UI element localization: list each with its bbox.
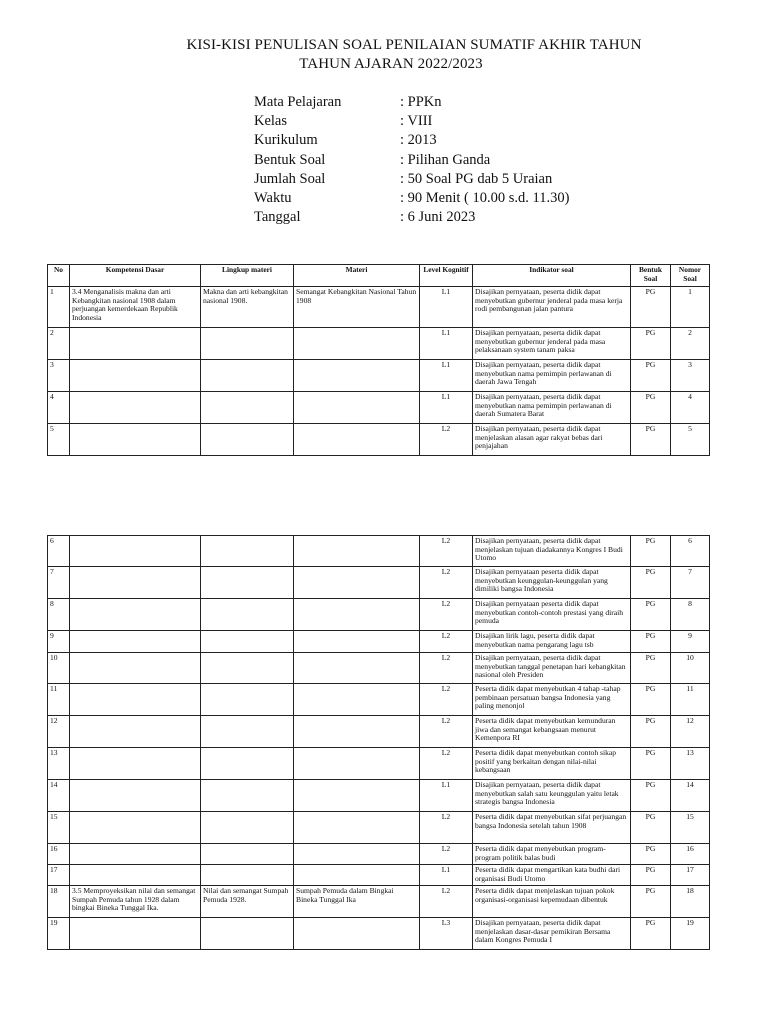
cell-lingkup-materi bbox=[201, 536, 294, 567]
cell-bentuk-soal: PG bbox=[631, 812, 671, 844]
cell-indikator-soal: Disajikan pernyataan, peserta didik dapat menyebutkan gubernur jenderal pada masa pelaksanaan system tanam paksa bbox=[473, 328, 631, 360]
cell-indikator-soal: Disajikan pernyataan, peserta didik dapat menjelaskan tujuan diadakannya Kongres I Budi Utomo bbox=[473, 536, 631, 567]
cell-nomor-soal: 6 bbox=[671, 536, 710, 567]
table-row bbox=[48, 844, 710, 865]
meta-row-bentuk-soal bbox=[254, 151, 569, 170]
cell-no: 5 bbox=[48, 424, 70, 456]
cell-nomor-soal: 17 bbox=[671, 865, 710, 886]
cell-kompetensi-dasar: 3.5 Memproyeksikan nilai dan semangat Sumpah Pemuda tahun 1928 dalam bingkai Bineka Tunggal Ika. bbox=[70, 886, 201, 918]
cell-materi: Sumpah Pemuda dalam Bingkai Bineka Tunggal Ika bbox=[294, 886, 420, 918]
cell-level-kognitif: L2 bbox=[420, 653, 473, 684]
meta-label: Kelas bbox=[254, 113, 288, 130]
cell-indikator-soal: Peserta didik dapat menyebutkan contoh sikap positif yang berkaitan dengan nilai-nilai kebangsaan bbox=[473, 748, 631, 780]
cell-no: 12 bbox=[48, 716, 70, 748]
cell-materi bbox=[294, 844, 420, 865]
meta-row-tanggal bbox=[254, 208, 569, 227]
cell-lingkup-materi bbox=[201, 716, 294, 748]
cell-level-kognitif: L2 bbox=[420, 716, 473, 748]
table-row bbox=[48, 886, 710, 918]
table-body-page-2 bbox=[48, 536, 710, 950]
cell-lingkup-materi bbox=[201, 918, 294, 950]
cell-no: 6 bbox=[48, 536, 70, 567]
cell-indikator-soal: Disajikan pernyataan, peserta didik dapat menyebutkan salah satu keunggulan yaitu letak strategis bangsa Indonesia bbox=[473, 780, 631, 812]
table-row bbox=[48, 424, 710, 456]
cell-indikator-soal: Disajikan pernyataan, peserta didik dapat menyebutkan nama pemimpin perlawanan di daerah Sumatera Barat bbox=[473, 392, 631, 424]
cell-no: 7 bbox=[48, 567, 70, 599]
table-row bbox=[48, 360, 710, 392]
cell-level-kognitif: L2 bbox=[420, 424, 473, 456]
cell-kompetensi-dasar bbox=[70, 360, 201, 392]
cell-nomor-soal: 5 bbox=[671, 424, 710, 456]
cell-lingkup-materi bbox=[201, 865, 294, 886]
meta-label: Bentuk Soal bbox=[254, 151, 326, 168]
table-body-page-1 bbox=[48, 287, 710, 456]
title-line-2: TAHUN AJARAN 2022/2023 bbox=[299, 56, 483, 72]
cell-bentuk-soal: PG bbox=[631, 748, 671, 780]
kisi-kisi-table-page-1 bbox=[47, 264, 710, 456]
table-row bbox=[48, 748, 710, 780]
cell-level-kognitif: L1 bbox=[420, 328, 473, 360]
cell-bentuk-soal: PG bbox=[631, 918, 671, 950]
cell-no: 3 bbox=[48, 360, 70, 392]
cell-nomor-soal: 18 bbox=[671, 886, 710, 918]
table-row bbox=[48, 631, 710, 653]
cell-bentuk-soal: PG bbox=[631, 287, 671, 328]
table-row bbox=[48, 780, 710, 812]
cell-materi bbox=[294, 716, 420, 748]
cell-bentuk-soal: PG bbox=[631, 886, 671, 918]
cell-bentuk-soal: PG bbox=[631, 567, 671, 599]
table-header-row bbox=[48, 265, 710, 287]
column-header-kompetensi-dasar: Kompetensi Dasar bbox=[70, 265, 201, 287]
cell-lingkup-materi bbox=[201, 328, 294, 360]
cell-indikator-soal: Disajikan lirik lagu, peserta didik dapat menyebutkan nama pengarang lagu tsb bbox=[473, 631, 631, 653]
cell-level-kognitif: L1 bbox=[420, 287, 473, 328]
cell-no: 17 bbox=[48, 865, 70, 886]
cell-lingkup-materi bbox=[201, 684, 294, 716]
meta-row-mata-pelajaran bbox=[254, 93, 569, 112]
cell-nomor-soal: 15 bbox=[671, 812, 710, 844]
meta-row-kurikulum bbox=[254, 131, 569, 150]
cell-no: 19 bbox=[48, 918, 70, 950]
cell-materi bbox=[294, 653, 420, 684]
cell-kompetensi-dasar bbox=[70, 716, 201, 748]
title-line-1: KISI-KISI PENULISAN SOAL PENILAIAN SUMATIF AKHIR TAHUN bbox=[186, 37, 642, 53]
cell-no: 18 bbox=[48, 886, 70, 918]
table-row bbox=[48, 328, 710, 360]
cell-no: 4 bbox=[48, 392, 70, 424]
meta-row-kelas bbox=[254, 112, 569, 131]
cell-bentuk-soal: PG bbox=[631, 684, 671, 716]
cell-no: 13 bbox=[48, 748, 70, 780]
cell-materi bbox=[294, 599, 420, 631]
cell-indikator-soal: Disajikan pernyataan, peserta didik dapat menjelaskan alasan agar rakyat bebas dari penjajahan bbox=[473, 424, 631, 456]
table-row bbox=[48, 684, 710, 716]
cell-lingkup-materi bbox=[201, 424, 294, 456]
cell-kompetensi-dasar bbox=[70, 844, 201, 865]
cell-kompetensi-dasar: 3.4 Menganalisis makna dan arti Kebangkitan nasional 1908 dalam perjuangan kemerdekaan Republik Indonesia bbox=[70, 287, 201, 328]
meta-value: : 50 Soal PG dab 5 Uraian bbox=[400, 170, 553, 187]
meta-value: : 90 Menit ( 10.00 s.d. 11.30) bbox=[400, 189, 570, 206]
cell-bentuk-soal: PG bbox=[631, 360, 671, 392]
table-row bbox=[48, 392, 710, 424]
cell-materi bbox=[294, 328, 420, 360]
cell-level-kognitif: L3 bbox=[420, 918, 473, 950]
cell-indikator-soal: Peserta didik dapat mengartikan kata budhi dari organisasi Budi Utomo bbox=[473, 865, 631, 886]
cell-kompetensi-dasar bbox=[70, 424, 201, 456]
cell-no: 10 bbox=[48, 653, 70, 684]
cell-kompetensi-dasar bbox=[70, 865, 201, 886]
cell-nomor-soal: 9 bbox=[671, 631, 710, 653]
cell-kompetensi-dasar bbox=[70, 328, 201, 360]
cell-bentuk-soal: PG bbox=[631, 631, 671, 653]
cell-indikator-soal: Peserta didik dapat menyebutkan program-program politik balas budi bbox=[473, 844, 631, 865]
cell-no: 15 bbox=[48, 812, 70, 844]
cell-materi bbox=[294, 684, 420, 716]
column-header-materi: Materi bbox=[294, 265, 420, 287]
cell-indikator-soal: Disajikan pernyataan peserta didik dapat menyebutkan contoh-contoh prestasi yang diraih pemuda bbox=[473, 599, 631, 631]
meta-value: : PPKn bbox=[400, 94, 442, 110]
cell-kompetensi-dasar bbox=[70, 631, 201, 653]
cell-kompetensi-dasar bbox=[70, 567, 201, 599]
cell-no: 8 bbox=[48, 599, 70, 631]
cell-kompetensi-dasar bbox=[70, 392, 201, 424]
meta-value: : VIII bbox=[400, 113, 433, 130]
cell-kompetensi-dasar bbox=[70, 684, 201, 716]
cell-lingkup-materi: Nilai dan semangat Sumpah Pemuda 1928. bbox=[201, 886, 294, 918]
cell-bentuk-soal: PG bbox=[631, 392, 671, 424]
cell-lingkup-materi bbox=[201, 567, 294, 599]
cell-materi bbox=[294, 631, 420, 653]
cell-materi bbox=[294, 812, 420, 844]
cell-nomor-soal: 1 bbox=[671, 287, 710, 328]
cell-materi bbox=[294, 865, 420, 886]
cell-bentuk-soal: PG bbox=[631, 780, 671, 812]
cell-bentuk-soal: PG bbox=[631, 536, 671, 567]
cell-lingkup-materi: Makna dan arti kebangkitan nasional 1908. bbox=[201, 287, 294, 328]
cell-nomor-soal: 13 bbox=[671, 748, 710, 780]
meta-value: : Pilihan Ganda bbox=[400, 151, 491, 168]
cell-nomor-soal: 16 bbox=[671, 844, 710, 865]
cell-materi bbox=[294, 748, 420, 780]
cell-no: 14 bbox=[48, 780, 70, 812]
cell-bentuk-soal: PG bbox=[631, 653, 671, 684]
cell-kompetensi-dasar bbox=[70, 780, 201, 812]
cell-indikator-soal: Peserta didik dapat menyebutkan sifat perjuangan bangsa Indonesia setelah tahun 1908 bbox=[473, 812, 631, 844]
meta-label: Waktu bbox=[254, 189, 292, 206]
cell-nomor-soal: 3 bbox=[671, 360, 710, 392]
cell-level-kognitif: L1 bbox=[420, 392, 473, 424]
column-header-no: No bbox=[48, 265, 70, 287]
cell-level-kognitif: L2 bbox=[420, 567, 473, 599]
cell-lingkup-materi bbox=[201, 392, 294, 424]
cell-kompetensi-dasar bbox=[70, 812, 201, 844]
column-header-level-kognitif: Level Kognitif bbox=[420, 265, 473, 287]
table-row bbox=[48, 865, 710, 886]
cell-nomor-soal: 10 bbox=[671, 653, 710, 684]
cell-no: 16 bbox=[48, 844, 70, 865]
cell-level-kognitif: L2 bbox=[420, 599, 473, 631]
cell-level-kognitif: L2 bbox=[420, 844, 473, 865]
table-row bbox=[48, 918, 710, 950]
cell-nomor-soal: 11 bbox=[671, 684, 710, 716]
meta-info bbox=[254, 93, 569, 227]
meta-label: Mata Pelajaran bbox=[254, 94, 342, 110]
cell-lingkup-materi bbox=[201, 780, 294, 812]
table-row bbox=[48, 599, 710, 631]
meta-value: : 2013 bbox=[400, 132, 437, 149]
cell-kompetensi-dasar bbox=[70, 748, 201, 780]
cell-level-kognitif: L1 bbox=[420, 360, 473, 392]
column-header-nomor-soal: Nomor Soal bbox=[671, 265, 710, 287]
table-row bbox=[48, 536, 710, 567]
meta-value: : 6 Juni 2023 bbox=[400, 209, 476, 226]
column-header-lingkup-materi: Lingkup materi bbox=[201, 265, 294, 287]
meta-label: Tanggal bbox=[254, 209, 301, 226]
cell-no: 9 bbox=[48, 631, 70, 653]
cell-lingkup-materi bbox=[201, 653, 294, 684]
cell-nomor-soal: 2 bbox=[671, 328, 710, 360]
cell-indikator-soal: Peserta didik dapat menyebutkan kemunduran jiwa dan semangat kebangsaan menurut Kemenpora RI bbox=[473, 716, 631, 748]
cell-materi bbox=[294, 780, 420, 812]
cell-lingkup-materi bbox=[201, 599, 294, 631]
cell-lingkup-materi bbox=[201, 748, 294, 780]
cell-materi bbox=[294, 392, 420, 424]
cell-bentuk-soal: PG bbox=[631, 328, 671, 360]
column-header-bentuk-soal: Bentuk Soal bbox=[631, 265, 671, 287]
cell-lingkup-materi bbox=[201, 631, 294, 653]
meta-label: Kurikulum bbox=[254, 132, 318, 149]
cell-bentuk-soal: PG bbox=[631, 424, 671, 456]
table-row bbox=[48, 287, 710, 328]
cell-indikator-soal: Disajikan pernyataan peserta didik dapat menyebutkan keunggulan-keunggulan yang dimiliki bangsa Indonesia bbox=[473, 567, 631, 599]
cell-indikator-soal: Disajikan pernyataan, peserta didik dapat menjelaskan dasar-dasar pemikiran Bersama dalam Kongres Pemuda I bbox=[473, 918, 631, 950]
cell-lingkup-materi bbox=[201, 844, 294, 865]
cell-indikator-soal: Peserta didik dapat menjelaskan tujuan pokok organisasi-organisasi kepemudaan dibentuk bbox=[473, 886, 631, 918]
cell-nomor-soal: 8 bbox=[671, 599, 710, 631]
cell-lingkup-materi bbox=[201, 360, 294, 392]
cell-lingkup-materi bbox=[201, 812, 294, 844]
cell-kompetensi-dasar bbox=[70, 536, 201, 567]
cell-level-kognitif: L2 bbox=[420, 886, 473, 918]
cell-indikator-soal: Peserta didik dapat menyebutkan 4 tahap -tahap pembinaan persatuan bangsa Indonesia yang paling menonjol bbox=[473, 684, 631, 716]
cell-bentuk-soal: PG bbox=[631, 844, 671, 865]
cell-nomor-soal: 7 bbox=[671, 567, 710, 599]
cell-materi bbox=[294, 424, 420, 456]
cell-level-kognitif: L1 bbox=[420, 865, 473, 886]
cell-no: 11 bbox=[48, 684, 70, 716]
meta-row-jumlah-soal bbox=[254, 170, 569, 189]
cell-level-kognitif: L1 bbox=[420, 780, 473, 812]
table-row bbox=[48, 716, 710, 748]
meta-label: Jumlah Soal bbox=[254, 170, 326, 187]
cell-kompetensi-dasar bbox=[70, 918, 201, 950]
meta-row-waktu bbox=[254, 189, 569, 208]
cell-kompetensi-dasar bbox=[70, 653, 201, 684]
cell-level-kognitif: L2 bbox=[420, 684, 473, 716]
cell-nomor-soal: 4 bbox=[671, 392, 710, 424]
cell-nomor-soal: 12 bbox=[671, 716, 710, 748]
cell-materi bbox=[294, 536, 420, 567]
cell-nomor-soal: 19 bbox=[671, 918, 710, 950]
cell-level-kognitif: L2 bbox=[420, 812, 473, 844]
column-header-indikator-soal: Indikator soal bbox=[473, 265, 631, 287]
cell-materi bbox=[294, 567, 420, 599]
cell-bentuk-soal: PG bbox=[631, 716, 671, 748]
cell-indikator-soal: Disajikan pernyataan, peserta didik dapat menyebutkan nama pemimpin perlawanan di daerah Jawa Tengah bbox=[473, 360, 631, 392]
cell-kompetensi-dasar bbox=[70, 599, 201, 631]
cell-no: 1 bbox=[48, 287, 70, 328]
cell-indikator-soal: Disajikan pernyataan, peserta didik dapat menyebutkan tanggal penetapan hari kebangkitan nasional oleh Presiden bbox=[473, 653, 631, 684]
kisi-kisi-table-page-2 bbox=[47, 535, 710, 950]
cell-level-kognitif: L2 bbox=[420, 748, 473, 780]
cell-bentuk-soal: PG bbox=[631, 865, 671, 886]
table-row bbox=[48, 567, 710, 599]
cell-level-kognitif: L2 bbox=[420, 631, 473, 653]
cell-no: 2 bbox=[48, 328, 70, 360]
cell-nomor-soal: 14 bbox=[671, 780, 710, 812]
cell-level-kognitif: L2 bbox=[420, 536, 473, 567]
cell-bentuk-soal: PG bbox=[631, 599, 671, 631]
cell-indikator-soal: Disajikan pernyataan, peserta didik dapat menyebutkan gubernur jenderal pada masa kerja rodi pembangunan jalan pantura bbox=[473, 287, 631, 328]
cell-materi: Semangat Kebangkitan Nasional Tahun 1908 bbox=[294, 287, 420, 328]
table-row bbox=[48, 812, 710, 844]
cell-materi bbox=[294, 918, 420, 950]
cell-materi bbox=[294, 360, 420, 392]
table-row bbox=[48, 653, 710, 684]
